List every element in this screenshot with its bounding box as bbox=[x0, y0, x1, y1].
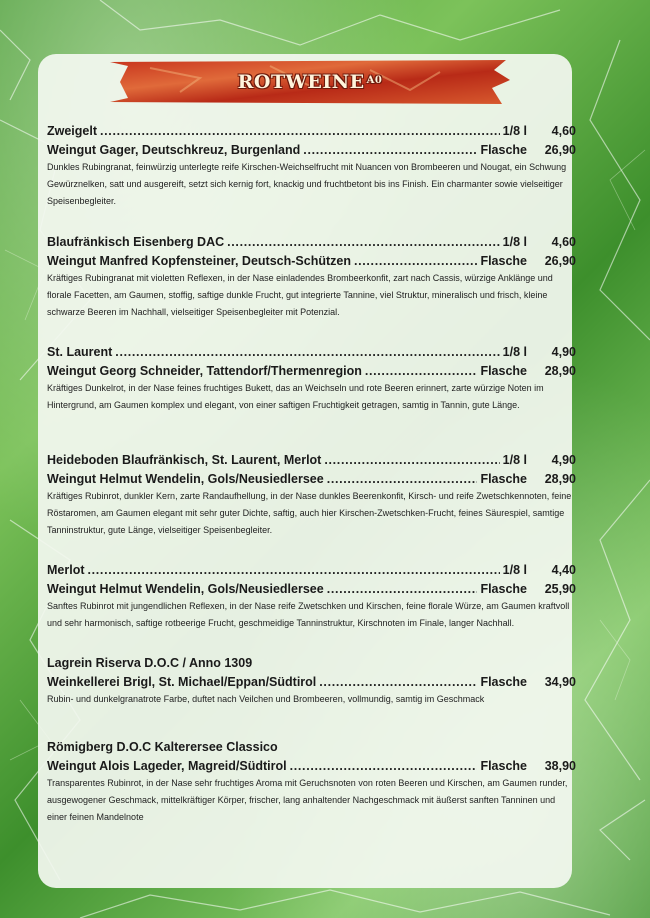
producer-name: Weingut Georg Schneider, Tattendorf/Thermenregion bbox=[47, 364, 362, 378]
wine-name-line bbox=[47, 122, 576, 141]
producer-line bbox=[47, 580, 576, 599]
glass-unit: 1/8 l bbox=[502, 563, 527, 577]
bottle-unit: Flasche bbox=[480, 143, 527, 157]
bottle-price: 28,90 bbox=[544, 364, 576, 378]
wine-entry-st-laurent bbox=[47, 343, 576, 414]
producer-line bbox=[47, 141, 576, 160]
wine-name-line bbox=[47, 738, 576, 757]
leader-dots bbox=[327, 580, 478, 599]
leader-dots bbox=[303, 141, 477, 160]
wine-description: Kräftiges Dunkelrot, in der Nase feines fruchtiges Bukett, das an Weichseln und rote Beeren erinnert, zarte würzige Noten im Hintergrund, am Gaumen komplex und elegant, von einer saftigen Fruchtigkeit getragen, samtig in Tannin, gute Länge. bbox=[47, 383, 544, 410]
bottle-unit: Flasche bbox=[480, 364, 527, 378]
wine-entry-roemigberg bbox=[47, 738, 576, 826]
producer-line bbox=[47, 252, 576, 271]
glass-price: 4,60 bbox=[551, 235, 576, 249]
wine-name: Römigberg D.O.C Kalterersee Classico bbox=[47, 740, 278, 754]
producer-name: Weingut Helmut Wendelin, Gols/Neusiedlersee bbox=[47, 582, 324, 596]
glass-price: 4,90 bbox=[551, 345, 576, 359]
glass-price: 4,60 bbox=[551, 124, 576, 138]
wine-entry-heideboden bbox=[47, 451, 576, 539]
wine-name-line bbox=[47, 451, 576, 470]
wine-description: Sanftes Rubinrot mit jungendlichen Reflexen, in der Nase reife Zwetschken und Kirschen, feine florale Würze, am Gaumen kraftvoll und sehr harmonisch, saftige rotbeerige Frucht, geschmeidige Tanninstruktur, Kirschnoten im Finale, langer Nachhall. bbox=[47, 601, 570, 628]
leader-dots bbox=[324, 451, 499, 470]
glass-unit: 1/8 l bbox=[502, 453, 527, 467]
bottle-unit: Flasche bbox=[480, 675, 527, 689]
wine-name: Heideboden Blaufränkisch, St. Laurent, Merlot bbox=[47, 453, 322, 467]
bottle-unit: Flasche bbox=[480, 254, 527, 268]
wine-name-line bbox=[47, 233, 576, 252]
producer-name: Weinkellerei Brigl, St. Michael/Eppan/Südtirol bbox=[47, 675, 317, 689]
wine-name: Blaufränkisch Eisenberg DAC bbox=[47, 235, 225, 249]
wine-name: Zweigelt bbox=[47, 124, 98, 138]
wine-name: Lagrein Riserva D.O.C / Anno 1309 bbox=[47, 656, 253, 670]
wine-entry-zweigelt bbox=[47, 122, 576, 210]
wine-entry-merlot bbox=[47, 561, 576, 632]
bottle-price: 28,90 bbox=[544, 472, 576, 486]
wine-description: Kräftiges Rubingranat mit violetten Reflexen, in der Nase einladendes Brombeerkonfit, zart nach Cassis, würzige Anklänge und florale Facetten, am Gaumen, stoffig, saftige dunkle Frucht, gut integrierte Tannine, viel Struktur, mineralisch und frisch, kleine schwarze Beeren im Nachhall, vielseitiger Speisenbegleiter mit Potenzial. bbox=[47, 273, 553, 317]
producer-name: Weingut Manfred Kopfensteiner, Deutsch-Schützen bbox=[47, 254, 351, 268]
wine-description: Kräftiges Rubinrot, dunkler Kern, zarte Randaufhellung, in der Nase dunkles Beerenkonfit, Kirsch- und reife Zwetschkennoten, feine Röstaromen, am Gaumen elegant mit sehr guter Dichte, saftig, auch hier Kirschen-Zwetschken-Frucht, feines Säurespiel, samtige Tanninstruktur, gute Länge, vielseitiger Speisenbegleiter. bbox=[47, 491, 572, 535]
bottle-price: 34,90 bbox=[544, 675, 576, 689]
wine-description: Dunkles Rubingranat, feinwürzig unterlegte reife Kirschen-Weichselfrucht mit Nuancen von Brombeeren und Nougat, ein Schwung Gewürznelken, satt und ausgereift, setzt sich kernig fort, knackig und fruchtbetont bis ins Finish. Ein charmanter sowie vielseitiger Speisenbegleiter. bbox=[47, 162, 567, 206]
wine-name-line bbox=[47, 654, 576, 673]
bottle-price: 26,90 bbox=[544, 254, 576, 268]
producer-name: Weingut Gager, Deutschkreuz, Burgenland bbox=[47, 143, 301, 157]
leader-dots bbox=[290, 757, 478, 776]
producer-name: Weingut Alois Lageder, Magreid/Südtirol bbox=[47, 759, 287, 773]
wine-name-line bbox=[47, 343, 576, 362]
producer-line bbox=[47, 757, 576, 776]
page-title: ROTWEINE $^{A0}$ bbox=[237, 71, 383, 93]
leader-dots bbox=[115, 343, 499, 362]
leader-dots bbox=[365, 362, 478, 381]
glass-unit: 1/8 l bbox=[502, 124, 527, 138]
producer-name: Weingut Helmut Wendelin, Gols/Neusiedlersee bbox=[47, 472, 324, 486]
glass-unit: 1/8 l bbox=[502, 235, 527, 249]
glass-price: 4,90 bbox=[551, 453, 576, 467]
bottle-unit: Flasche bbox=[480, 582, 527, 596]
wine-name-line bbox=[47, 561, 576, 580]
bottle-price: 25,90 bbox=[544, 582, 576, 596]
wine-entry-blaufraenkisch-eisenberg bbox=[47, 233, 576, 321]
leader-dots bbox=[227, 233, 500, 252]
bottle-unit: Flasche bbox=[480, 759, 527, 773]
wine-name: Merlot bbox=[47, 563, 85, 577]
leader-dots bbox=[88, 561, 500, 580]
glass-unit: 1/8 l bbox=[502, 345, 527, 359]
leader-dots bbox=[354, 252, 477, 271]
leader-dots bbox=[327, 470, 478, 489]
producer-line bbox=[47, 470, 576, 489]
wine-description: Transparentes Rubinrot, in der Nase sehr fruchtiges Aroma mit Geruchsnoten von roten Beeren und Kirschen, am Gaumen runder, ausgewogener Geschmack, mittelkräftiger Körper, frischer, lang anhaltender Nachgeschmack mit äußerst sanften Tanninen und einer feinen Mandelnote bbox=[47, 778, 568, 822]
bottle-price: 26,90 bbox=[544, 143, 576, 157]
bottle-price: 38,90 bbox=[544, 759, 576, 773]
glass-price: 4,40 bbox=[551, 563, 576, 577]
leader-dots bbox=[319, 673, 477, 692]
wine-name: St. Laurent bbox=[47, 345, 113, 359]
producer-line bbox=[47, 673, 576, 692]
leader-dots bbox=[100, 122, 500, 141]
wine-entry-lagrein-riserva bbox=[47, 654, 576, 708]
wine-description: Rubin- und dunkelgranatrote Farbe, duftet nach Veilchen und Brombeeren, vollmundig, samtig im Geschmack bbox=[47, 694, 485, 704]
producer-line bbox=[47, 362, 576, 381]
bottle-unit: Flasche bbox=[480, 472, 527, 486]
